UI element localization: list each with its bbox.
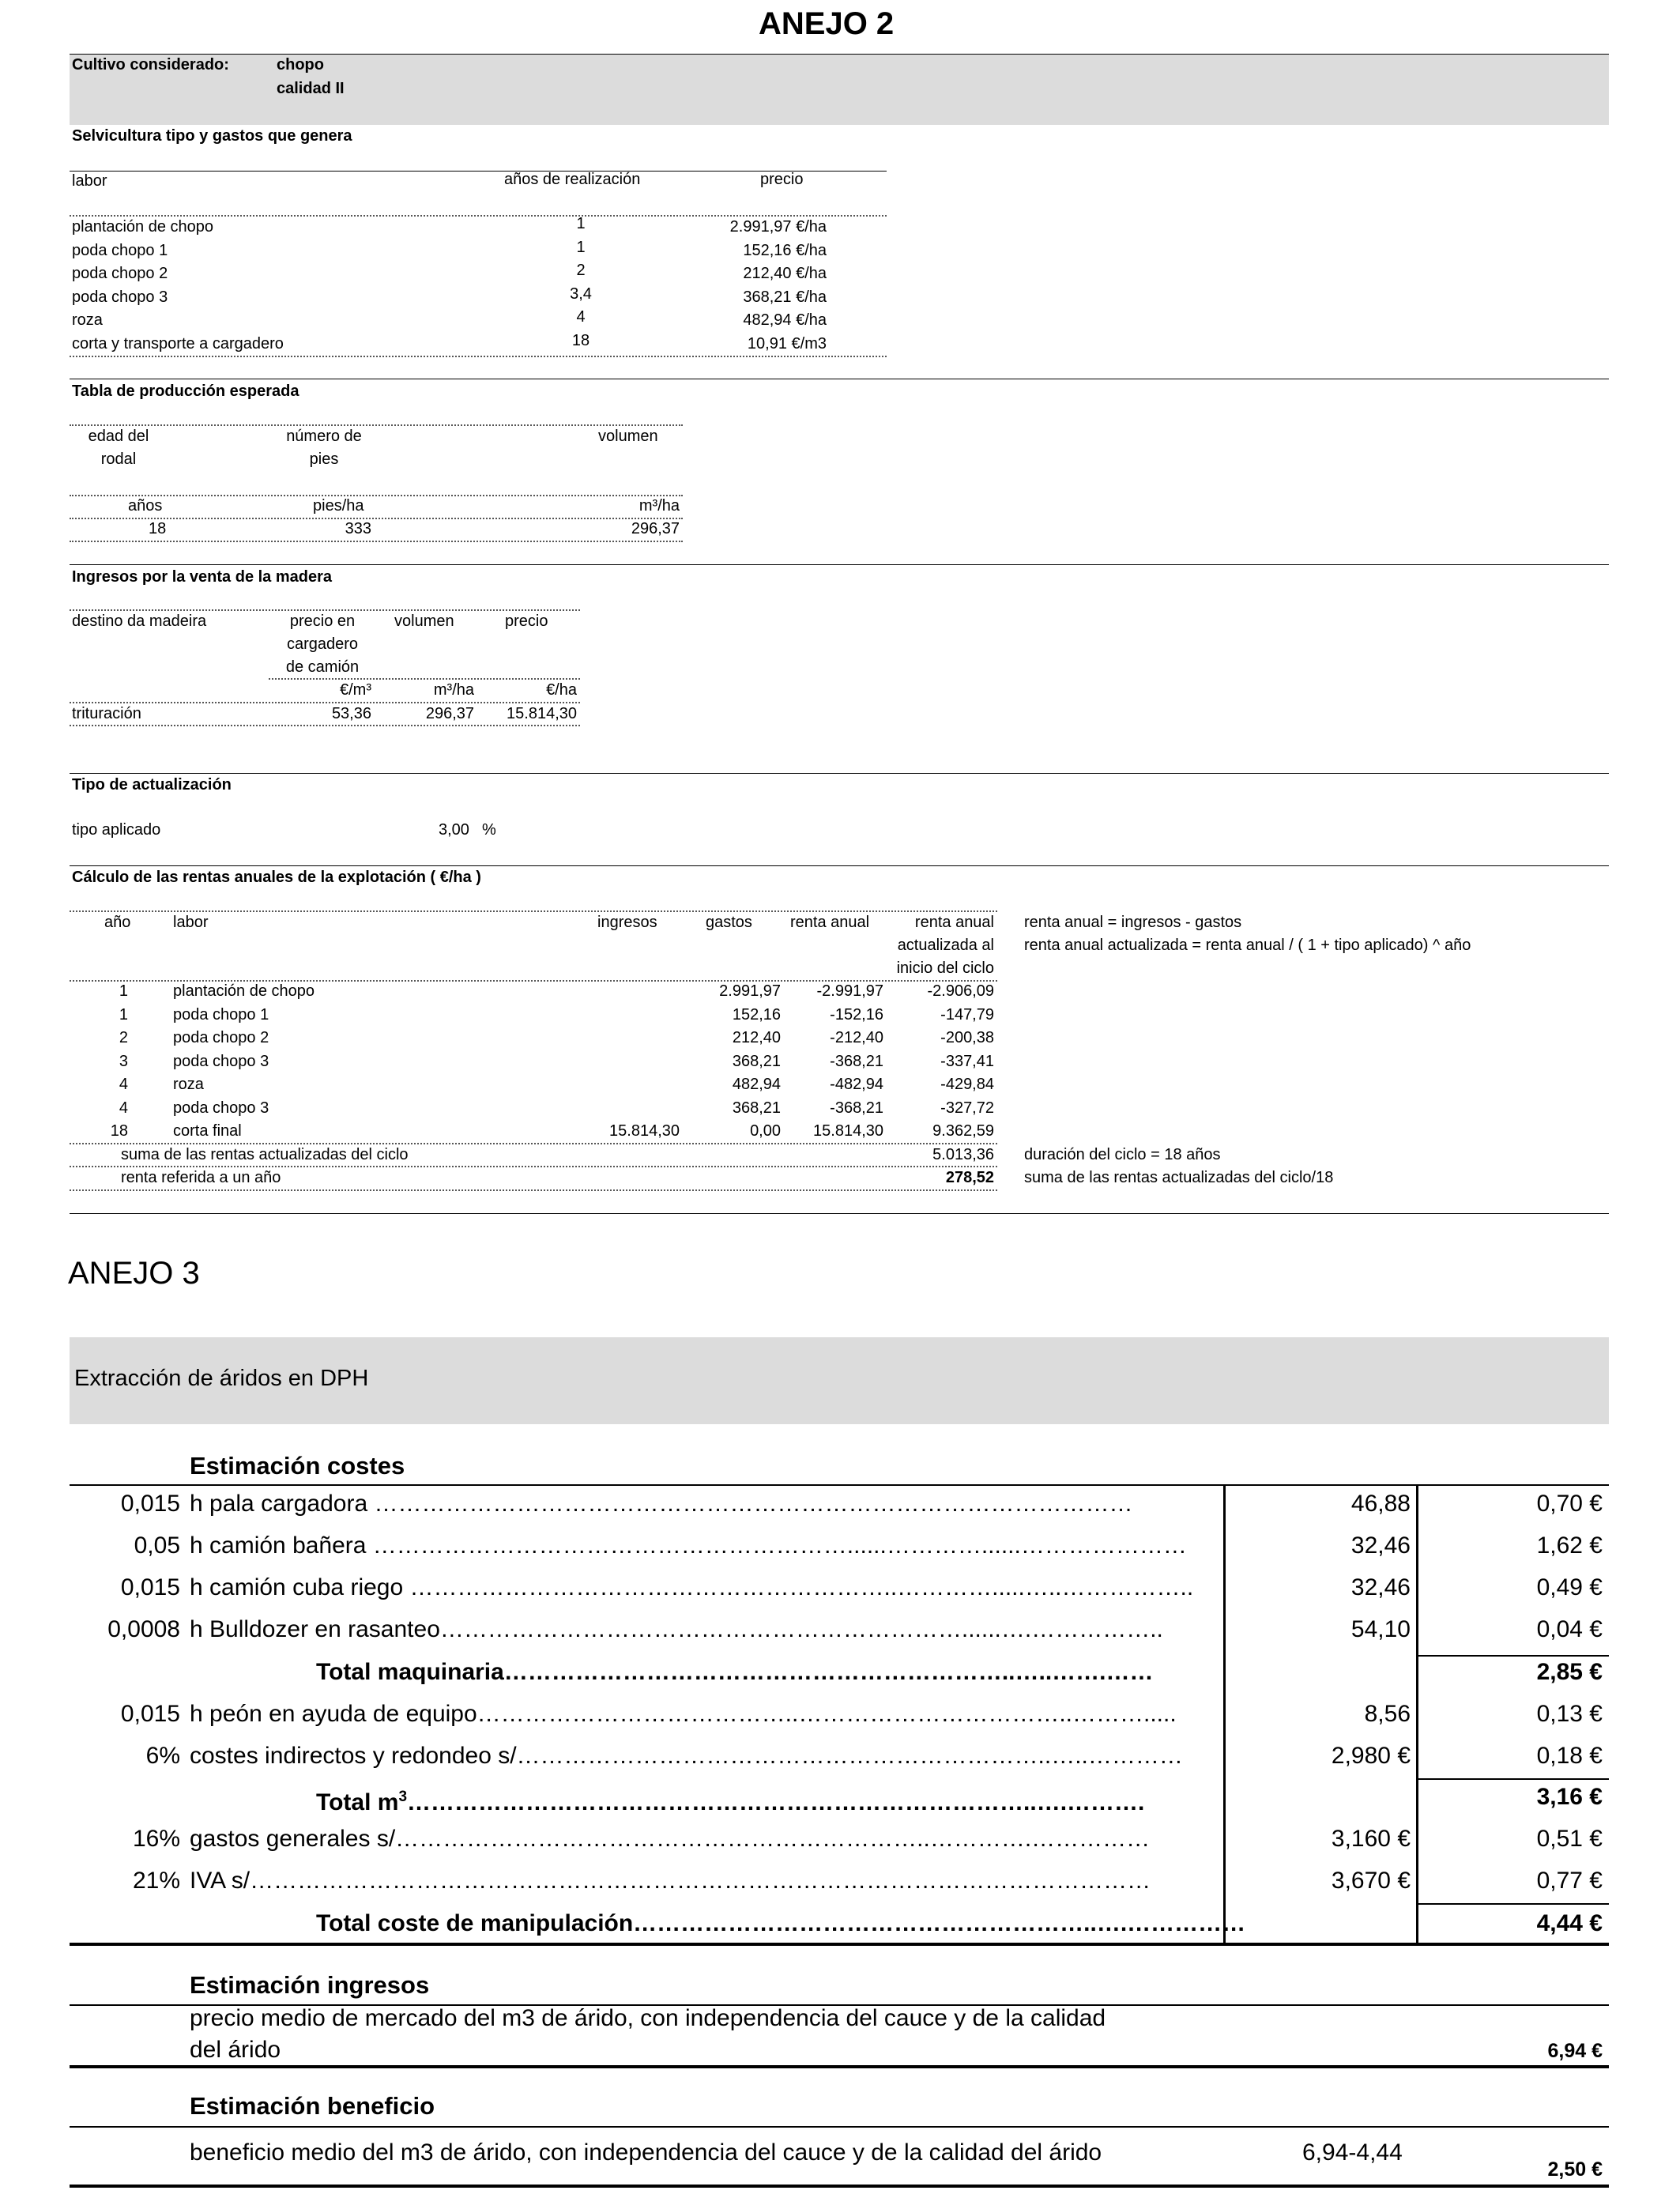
- value-volumen: 296,37: [631, 520, 680, 537]
- value-pies: 333: [345, 520, 371, 537]
- rentas-labor: poda chopo 3: [173, 1099, 269, 1117]
- rentas-renta-act: -200,38: [940, 1029, 994, 1046]
- header-precio-cargadero: precio en: [289, 613, 356, 630]
- total-maquinaria-value: 2,85 €: [1536, 1659, 1603, 1685]
- coste-total: 0,51 €: [1536, 1826, 1603, 1852]
- beneficio-text: beneficio medio del m3 de árido, con independencia del cauce y de la calidad del árido: [190, 2139, 1102, 2166]
- ingresos-text: precio medio de mercado del m3 de árido, con independencia del cauce y de la calidad: [190, 2005, 1106, 2031]
- coste-descripcion: h camión cuba riego ……………………………………………………..………….....…..……………..: [190, 1574, 1194, 1600]
- renta-ano-value: 278,52: [945, 1169, 994, 1186]
- rentas-ano: 3: [119, 1052, 128, 1070]
- rentas-renta: -368,21: [830, 1052, 883, 1070]
- total-m3-value: 3,16 €: [1536, 1784, 1603, 1810]
- selv-labor: plantación de chopo: [72, 218, 214, 236]
- header-volumen: volumen: [598, 428, 658, 445]
- header-precio-ing: precio: [505, 613, 548, 630]
- rentas-renta-act: -2.906,09: [927, 982, 994, 1000]
- header-volumen-ing: volumen: [394, 613, 454, 630]
- selv-precio: 482,94 €/ha: [743, 311, 827, 329]
- beneficio-value: 2,50 €: [1547, 2158, 1603, 2181]
- coste-total: 0,13 €: [1536, 1701, 1603, 1727]
- cultivo-calidad: calidad II: [277, 80, 345, 97]
- total-m3-label: Total $m^3\dots\dots\dots\dots\dots\dots\dots\dots\dots\dots\dots\dots\dots\dots\dots\dots\dots\dots\dots\dots\dots\dots\dots\dots\dots\dots..\dots.\dots\dots\dots$.: [316, 1789, 1145, 1815]
- rentas-gastos: 482,94: [732, 1076, 781, 1093]
- section-title-ingresos: Ingresos por la venta de la madera: [72, 568, 333, 586]
- rentas-renta-act: -327,72: [940, 1099, 994, 1117]
- value-total-ing: 15.814,30: [507, 705, 577, 722]
- coste-precio: 8,56: [1364, 1701, 1411, 1727]
- rentas-gastos: 0,00: [750, 1122, 781, 1140]
- coste-cantidad: 6%: [145, 1743, 180, 1769]
- tipo-aplicado-unit: %: [482, 821, 496, 839]
- unit-volumen-ing: m³/ha: [433, 681, 474, 699]
- coste-total: 0,77 €: [1536, 1868, 1603, 1894]
- selv-anos: 3,4: [570, 285, 592, 303]
- coste-precio: 32,46: [1350, 1532, 1411, 1559]
- value-precio-m3: 53,36: [331, 705, 371, 722]
- header-anos: años de realización: [504, 171, 641, 188]
- selv-labor: poda chopo 2: [72, 265, 168, 282]
- rentas-renta-act: -147,79: [940, 1005, 994, 1023]
- selv-anos: 1: [576, 215, 586, 232]
- column-divider-2: [1416, 1484, 1418, 1943]
- section-title-produccion: Tabla de producción esperada: [72, 383, 299, 400]
- selv-anos: 18: [571, 331, 590, 349]
- coste-precio: 3,160 €: [1331, 1826, 1411, 1852]
- unit-precio-m3: €/m³: [340, 681, 371, 699]
- selv-labor: corta y transporte a cargadero: [72, 334, 284, 352]
- coste-descripcion: h camión bañera ……………………………………………………......…………......…………………: [190, 1532, 1187, 1559]
- unit-volumen: m³/ha: [638, 497, 680, 515]
- rentas-ano: 1: [119, 982, 128, 1000]
- suma-label: suma de las rentas actualizadas del ciclo: [121, 1146, 409, 1163]
- selv-precio: 152,16 €/ha: [743, 241, 827, 259]
- rentas-renta-act: 9.362,59: [932, 1122, 994, 1140]
- section-title-actualizacion: Tipo de actualización: [72, 776, 232, 794]
- coste-cantidad: 0,0008: [107, 1616, 180, 1642]
- header-destino: destino da madeira: [72, 613, 207, 630]
- note-duracion: duración del ciclo = 18 años: [1024, 1146, 1221, 1163]
- unit-total-ing: €/ha: [546, 681, 577, 699]
- rentas-gastos: 152,16: [732, 1005, 781, 1023]
- total-m3-sup: 3: [398, 1789, 408, 1805]
- rentas-renta: -152,16: [830, 1005, 883, 1023]
- coste-descripcion: costes indirectos y redondeo s/…………………………………………………………..…..…………: [190, 1743, 1183, 1769]
- header-edad-2: rodal: [100, 450, 137, 468]
- cultivo-value: chopo: [277, 56, 324, 74]
- value-destino: trituración: [72, 705, 141, 722]
- header-precio-cargadero-2: cargadero: [286, 635, 359, 653]
- coste-descripcion: gastos generales s/…………………………………………………………..………….……………: [190, 1826, 1151, 1852]
- column-divider-1: [1223, 1484, 1226, 1943]
- selv-labor: poda chopo 1: [72, 241, 168, 259]
- rentas-renta: -2.991,97: [816, 982, 883, 1000]
- page-title: ANEJO 2: [759, 6, 895, 41]
- coste-cantidad: 0,015: [120, 1701, 180, 1727]
- rentas-ingresos: 15.814,30: [609, 1122, 680, 1140]
- total-manipulacion-label: Total coste de manipulación…………………………………………………..….……………: [316, 1910, 1246, 1936]
- selv-labor: roza: [72, 311, 103, 329]
- coste-cantidad: 16%: [132, 1826, 180, 1852]
- note-renta-actualizada: renta anual actualizada = renta anual / ( 1 + tipo aplicado) ^ año: [1024, 937, 1471, 954]
- unit-anos: años: [128, 497, 163, 515]
- coste-descripcion: h pala cargadora ……………………………………………………………………………………: [190, 1491, 1133, 1517]
- tipo-aplicado-label: tipo aplicado: [72, 821, 161, 839]
- header-labor-rentas: labor: [173, 914, 209, 931]
- rentas-ano: 4: [119, 1076, 128, 1093]
- rentas-labor: roza: [173, 1076, 204, 1093]
- rentas-ano: 2: [119, 1029, 128, 1046]
- selv-precio: 212,40 €/ha: [743, 265, 827, 282]
- rentas-renta: 15.814,30: [813, 1122, 883, 1140]
- rentas-ano: 4: [119, 1099, 128, 1117]
- coste-descripcion: h peón en ayuda de equipo…………………………………..……………………………..……….....: [190, 1701, 1177, 1727]
- selv-anos: 4: [576, 308, 586, 326]
- header-edad: edad del: [88, 428, 149, 445]
- coste-cantidad: 0,015: [120, 1574, 180, 1600]
- selv-anos: 2: [576, 262, 586, 279]
- rentas-renta: -482,94: [830, 1076, 883, 1093]
- renta-ano-label: renta referida a un año: [121, 1169, 281, 1186]
- coste-precio: 3,670 €: [1331, 1868, 1411, 1894]
- header-renta: renta anual: [790, 914, 870, 931]
- coste-total: 0,49 €: [1536, 1574, 1603, 1600]
- note-renta-anual: renta anual = ingresos - gastos: [1024, 914, 1242, 931]
- value-volumen-ing: 296,37: [425, 705, 474, 722]
- rentas-labor: plantación de chopo: [173, 982, 315, 1000]
- section-title-selvicultura: Selvicultura tipo y gastos que genera: [72, 127, 352, 145]
- header-renta-act: renta anual: [914, 914, 994, 931]
- value-edad: 18: [149, 520, 167, 537]
- selv-anos: 1: [576, 238, 586, 256]
- total-manipulacion-value: 4,44 €: [1536, 1910, 1603, 1936]
- rentas-gastos: 368,21: [732, 1052, 781, 1070]
- header-renta-act-2: actualizada al: [897, 937, 994, 954]
- rentas-labor: poda chopo 1: [173, 1005, 269, 1023]
- header-numero: número de: [286, 428, 362, 445]
- header-precio-cargadero-3: de camión: [285, 658, 360, 676]
- selv-labor: poda chopo 3: [72, 288, 168, 306]
- rentas-labor: corta final: [173, 1122, 242, 1140]
- header-ingresos: ingresos: [597, 914, 657, 931]
- coste-precio: 2,980 €: [1331, 1743, 1411, 1769]
- coste-descripcion: IVA s/……………………………………………………………………………………………………: [190, 1868, 1151, 1894]
- unit-pies: pies/ha: [313, 497, 364, 515]
- costes-title: Estimación costes: [190, 1452, 405, 1480]
- ingresos-value: 6,94 €: [1547, 2040, 1603, 2062]
- selv-precio: 2.991,97 €/ha: [729, 218, 827, 236]
- coste-total: 0,18 €: [1536, 1743, 1603, 1769]
- tipo-aplicado-value: 3,00: [439, 821, 469, 839]
- rentas-renta-act: -429,84: [940, 1076, 994, 1093]
- rentas-gastos: 368,21: [732, 1099, 781, 1117]
- rentas-gastos: 212,40: [732, 1029, 781, 1046]
- header-gastos: gastos: [706, 914, 752, 931]
- header-numero-2: pies: [309, 450, 339, 468]
- ingresos-title: Estimación ingresos: [190, 1971, 430, 1999]
- beneficio-calc: 6,94-4,44: [1302, 2139, 1403, 2166]
- note-suma-ciclo: suma de las rentas actualizadas del ciclo/18: [1024, 1169, 1334, 1186]
- header-precio: precio: [760, 171, 804, 188]
- rentas-ano: 18: [110, 1122, 128, 1140]
- header-ano: año: [104, 914, 131, 931]
- rentas-labor: poda chopo 3: [173, 1052, 269, 1070]
- ingresos-text-2: del árido: [190, 2037, 281, 2063]
- coste-precio: 54,10: [1350, 1616, 1411, 1642]
- header-labor: labor: [72, 172, 107, 190]
- suma-value: 5.013,36: [932, 1146, 994, 1163]
- rentas-ano: 1: [119, 1005, 128, 1023]
- header-renta-act-3: inicio del ciclo: [896, 959, 994, 977]
- selv-precio: 10,91 €/m3: [747, 334, 827, 352]
- coste-precio: 46,88: [1350, 1491, 1411, 1517]
- selv-precio: 368,21 €/ha: [743, 288, 827, 306]
- rentas-gastos: 2.991,97: [719, 982, 781, 1000]
- coste-descripcion: h Bulldozer en rasanteo…………………………………………………………......….……………..: [190, 1616, 1163, 1642]
- coste-total: 1,62 €: [1536, 1532, 1603, 1559]
- coste-cantidad: 0,015: [120, 1491, 180, 1517]
- rentas-renta-act: -337,41: [940, 1052, 994, 1070]
- coste-cantidad: 21%: [132, 1868, 180, 1894]
- total-maquinaria-label: Total maquinaria………………………………………………………..…..…….……: [316, 1659, 1154, 1685]
- cultivo-label: Cultivo considerado:: [72, 56, 229, 74]
- anejo3-title: ANEJO 3: [68, 1256, 200, 1291]
- rentas-labor: poda chopo 2: [173, 1029, 269, 1046]
- rentas-renta: -212,40: [830, 1029, 883, 1046]
- coste-cantidad: 0,05: [134, 1532, 180, 1559]
- coste-total: 0,04 €: [1536, 1616, 1603, 1642]
- coste-total: 0,70 €: [1536, 1491, 1603, 1517]
- rentas-renta: -368,21: [830, 1099, 883, 1117]
- aridos-title: Extracción de áridos en DPH: [74, 1366, 369, 1391]
- section-title-rentas: Cálculo de las rentas anuales de la explotación ( €/ha ): [72, 869, 481, 886]
- coste-precio: 32,46: [1350, 1574, 1411, 1600]
- beneficio-title: Estimación beneficio: [190, 2092, 435, 2120]
